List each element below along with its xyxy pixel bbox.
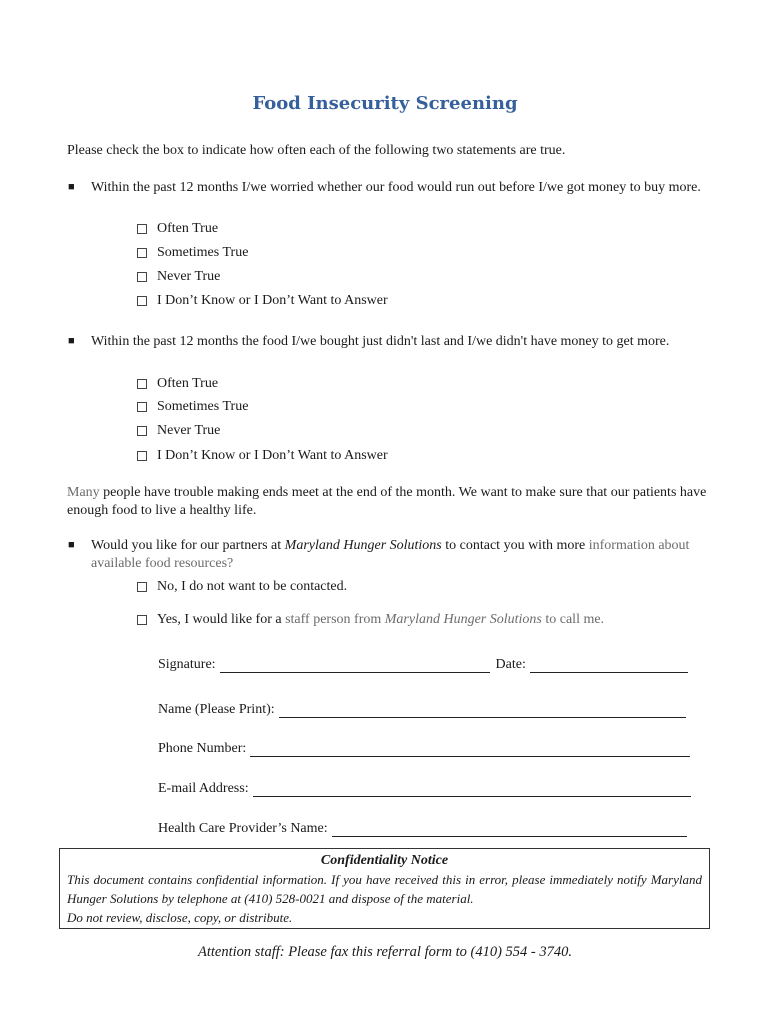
signature-row <box>158 657 688 673</box>
option-label: Sometimes True <box>157 245 249 260</box>
q1-option-often-true[interactable] <box>137 221 218 237</box>
name-label: Name (Please Print): <box>158 702 275 717</box>
bullet-icon: ■ <box>68 539 75 551</box>
page-title: Food Insecurity Screening <box>252 93 518 114</box>
option-label: Sometimes True <box>157 399 249 414</box>
signature-input[interactable] <box>220 658 490 673</box>
checkbox-icon[interactable] <box>137 451 147 461</box>
option-label-part: staff person from <box>285 612 385 627</box>
option-label-part: Yes, I would like for a <box>157 612 286 627</box>
checkbox-icon[interactable] <box>137 272 147 282</box>
email-label: E-mail Address: <box>158 781 249 796</box>
option-label: Never True <box>157 269 221 284</box>
date-input[interactable] <box>530 658 688 673</box>
contact-question <box>91 537 701 573</box>
instructions: Please check the box to indicate how often each of the following two statements are true. <box>67 143 566 158</box>
checkbox-icon[interactable] <box>137 379 147 389</box>
org-name: Maryland Hunger Solutions <box>384 612 542 627</box>
phone-input[interactable] <box>250 742 690 757</box>
org-name: Maryland Hunger Solutions <box>284 538 442 553</box>
q1-option-sometimes-true[interactable] <box>137 245 248 261</box>
contact-question-part: information about available food resources? <box>91 538 690 571</box>
contact-option-yes[interactable] <box>137 612 604 628</box>
provider-input[interactable] <box>332 822 687 837</box>
notice-warning: Do not review, disclose, copy, or distribute. <box>67 910 293 925</box>
q2-option-dont-know[interactable] <box>137 448 388 464</box>
signature-label: Signature: <box>158 657 216 672</box>
checkbox-icon[interactable] <box>137 248 147 258</box>
intro-paragraph <box>67 484 707 520</box>
provider-label: Health Care Provider’s Name: <box>158 821 328 836</box>
email-row <box>158 781 691 797</box>
q2-option-never-true[interactable] <box>137 423 220 439</box>
bullet-icon: ■ <box>68 335 75 347</box>
checkbox-icon[interactable] <box>137 615 147 625</box>
date-label: Date: <box>495 657 526 672</box>
phone-row <box>158 741 690 757</box>
option-label: Often True <box>157 221 219 236</box>
checkbox-icon[interactable] <box>137 224 147 234</box>
contact-option-no[interactable] <box>137 579 347 595</box>
question-2-text: Within the past 12 months the food I/we bought just didn't last and I/we didn't have money to get more. <box>91 334 670 349</box>
option-label: Never True <box>157 423 221 438</box>
option-label: I Don’t Know or I Don’t Want to Answer <box>157 293 388 308</box>
option-label: Often True <box>157 376 219 391</box>
fax-instruction: Attention staff: Please fax this referral form to (410) 554 - 3740. <box>197 944 572 960</box>
question-1-text: Within the past 12 months I/we worried whether our food would run out before I/we got money to buy more. <box>91 180 701 195</box>
provider-row <box>158 821 687 837</box>
checkbox-icon[interactable] <box>137 582 147 592</box>
q2-option-sometimes-true[interactable] <box>137 399 248 415</box>
paragraph-lead: Many <box>67 485 100 500</box>
paragraph-body: people have trouble making ends meet at the end of the month. We want to make sure that our patients have enough food to live a healthy life. <box>67 485 707 518</box>
option-label: No, I do not want to be contacted. <box>157 579 348 594</box>
option-label <box>157 612 604 628</box>
checkbox-icon[interactable] <box>137 296 147 306</box>
checkbox-icon[interactable] <box>137 402 147 412</box>
bullet-icon: ■ <box>68 181 75 193</box>
notice-text: This document contains confidential information. If you have received this in error, please immediately notify Maryland Hunger Solutions by telephone at (410) 528-0021 and dispose of the material. <box>67 872 702 906</box>
phone-label: Phone Number: <box>158 741 247 756</box>
confidentiality-notice <box>59 848 710 929</box>
option-label-part: to call me. <box>541 612 605 627</box>
contact-question-part: to contact you with more <box>441 538 589 553</box>
email-input[interactable] <box>253 782 691 797</box>
checkbox-icon[interactable] <box>137 426 147 436</box>
option-label: I Don’t Know or I Don’t Want to Answer <box>157 448 388 463</box>
name-row <box>158 702 686 718</box>
notice-title: Confidentiality Notice <box>320 853 449 868</box>
q1-option-dont-know[interactable] <box>137 293 388 309</box>
name-input[interactable] <box>279 703 686 718</box>
q1-option-never-true[interactable] <box>137 269 220 285</box>
q2-option-often-true[interactable] <box>137 376 218 392</box>
contact-question-part: Would you like for our partners at <box>91 538 285 553</box>
